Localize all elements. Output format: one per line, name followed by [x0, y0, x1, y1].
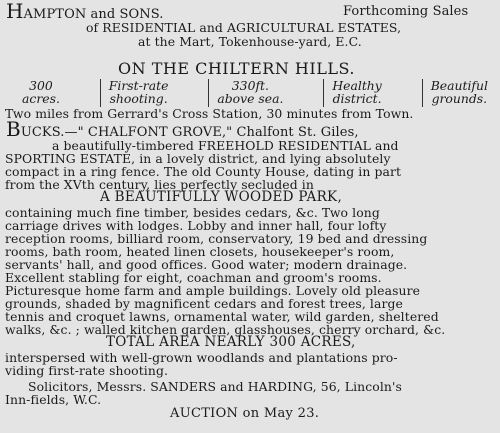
body-line-b5: servants' hall, and good offices. Good water; modern drainage.	[5, 257, 408, 272]
mart-address: at the Mart, Tokenhouse-yard, E.C.	[138, 34, 362, 49]
forthcoming-sales: Forthcoming Sales	[343, 4, 469, 19]
body-line-a3: compact in a ring fence. The old County House, dating in part	[5, 164, 402, 179]
auction-date: AUCTION on May 23.	[170, 406, 320, 421]
body-line-a1: a beautifully-timbered FREEHOLD RESIDENTIAL and	[52, 138, 399, 153]
solicitors-line-2: Inn-fields, W.C.	[5, 392, 102, 407]
distance-line: Two miles from Gerrard's Cross Station, 30 minutes from Town.	[5, 106, 414, 121]
body-line-b3: reception rooms, billiard room, conservatory, 19 bed and dressing	[5, 231, 428, 246]
body-line-b7: Picturesque home farm and ample buildings. Lovely old pleasure	[5, 283, 421, 298]
body-line-a4: from the XVth century, lies perfectly secluded in	[5, 177, 314, 192]
body-line-b4: rooms, bath room, heated linen closets, housekeeper's room,	[5, 244, 395, 259]
drop-cap-b: B	[6, 117, 21, 141]
lead-line: BUCKS.—" CHALFONT GROVE," Chalfont St. Giles,	[6, 117, 359, 141]
feature-district: Healthy district.	[323, 79, 381, 107]
feature-row	[22, 79, 488, 107]
body-line-c1: interspersed with well-grown woodlands and plantations pro-	[5, 350, 398, 365]
feature-acres: 300 acres.	[22, 78, 60, 106]
auctioneer-name: AMPTON and SONS.	[23, 7, 164, 22]
auctioneer-line	[6, 2, 164, 21]
body-line-b10: walks, &c. ; walled kitchen garden, glasshouses, cherry orchard, &c.	[5, 322, 446, 337]
body-line-c2: viding first-rate shooting.	[5, 363, 169, 378]
body-line-b2: carriage drives with lodges. Lobby and inner hall, four lofty	[5, 218, 387, 233]
park-heading: A BEAUTIFULLY WOODED PARK,	[100, 189, 343, 205]
total-area-heading: TOTAL AREA NEARLY 300 ACRES,	[106, 334, 356, 350]
feature-grounds: Beautiful grounds.	[422, 79, 488, 107]
page-title: ON THE CHILTERN HILLS.	[118, 59, 355, 78]
body-line-b9: tennis and croquet lawns, ornamental water, wild garden, sheltered	[5, 309, 439, 324]
drop-cap-h: H	[6, 0, 24, 23]
body-line-b8: grounds, shaded by magnificent cedars and forest trees, large	[5, 296, 403, 311]
feature-elevation: 330ft. above sea.	[208, 79, 283, 107]
body-line-a2: SPORTING ESTATE, in a lovely district, and lying absolutely	[5, 151, 391, 166]
solicitors-line-1: Solicitors, Messrs. SANDERS and HARDING, 56, Lincoln's	[28, 379, 402, 394]
estates-line: of RESIDENTIAL and AGRICULTURAL ESTATES,	[86, 20, 402, 35]
body-line-b6: Excellent stabling for eight, coachman and groom's rooms.	[5, 270, 382, 285]
body-line-b1: containing much fine timber, besides cedars, &c. Two long	[5, 205, 380, 220]
feature-shooting: First-rate shooting.	[100, 79, 169, 107]
